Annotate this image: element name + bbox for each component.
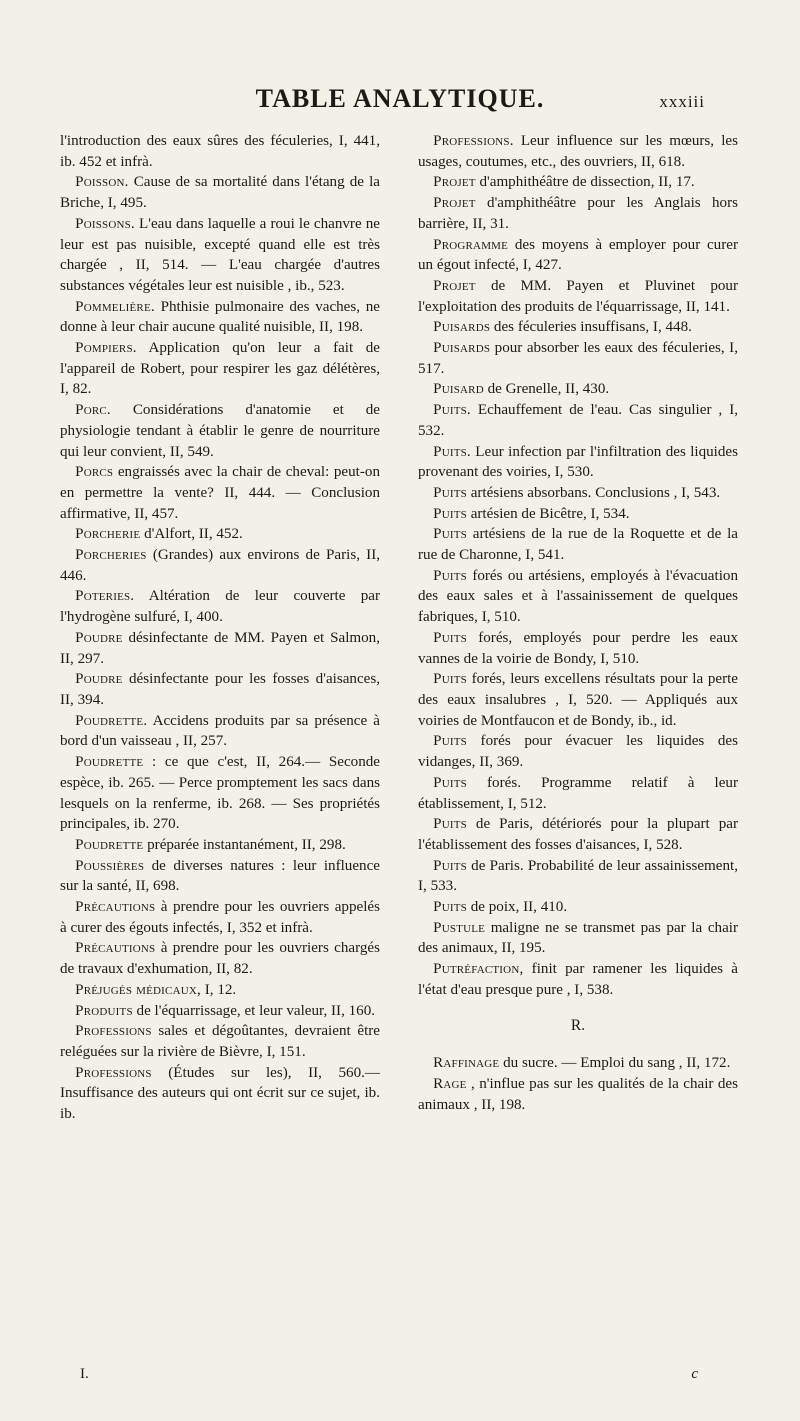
index-entry (418, 524, 738, 565)
entry-headword: Rage (433, 1075, 467, 1092)
index-entry (418, 442, 738, 483)
entry-text: de diverses natures : leur influence sur la santé, II, 698. (60, 857, 380, 895)
index-entry (418, 172, 738, 193)
index-entry (60, 897, 380, 938)
index-entry (418, 317, 738, 338)
right-column-r-entries (418, 1053, 738, 1115)
entry-text: Accidens produits par sa présence à bord d'un vaisseau , II, 257. (60, 712, 380, 750)
entry-text: forés, employés pour perdre les eaux vannes de la voirie de Bondy, I, 510. (418, 629, 738, 667)
entry-headword: Pustule (433, 919, 486, 936)
entry-headword: Raffinage (433, 1055, 500, 1072)
entry-headword: Professions (75, 1064, 152, 1081)
entry-text: forés pour évacuer les liquides des vidanges, II, 369. (418, 733, 738, 771)
index-entry (60, 1001, 380, 1022)
entry-text: forés. Programme relatif à leur établissement, I, 512. (418, 774, 738, 812)
entry-text: d'amphithéâtre de dissection, II, 17. (475, 174, 695, 191)
entry-text: d'amphithéâtre pour les Anglais hors barrière, II, 31. (418, 195, 738, 232)
page-number: xxxiii (659, 92, 705, 111)
entry-headword: Porcs (75, 464, 114, 481)
page-title: TABLE ANALYTIQUE. (255, 84, 545, 113)
entry-headword: Puits (433, 505, 467, 522)
index-entry (60, 980, 380, 1001)
entry-text: (Études sur les), II, 560.— Insuffisance des auteurs qui ont écrit sur ce sujet, ib. ib. (60, 1064, 380, 1123)
entry-headword: Puits (433, 671, 467, 688)
index-entry (418, 773, 738, 814)
entry-text: engraissés avec la chair de cheval: peut-on en permettre la vente? II, 444. — Conclusion affirmative, II, 457. (60, 464, 380, 522)
entry-headword: Poteries. (75, 588, 135, 605)
index-entry (60, 586, 380, 627)
entry-text: de Paris, détériorés pour la plupart par l'établissement des fosses d'aisances, I, 528. (418, 816, 738, 853)
entry-text: , n'influe pas sur les qualités de la chair des animaux , II, 198. (418, 1075, 738, 1113)
index-entry (418, 731, 738, 772)
entry-text: I, 12. (200, 981, 237, 998)
entry-text: désinfectante pour les fosses d'aisances, II, 394. (60, 671, 380, 708)
index-entry (418, 131, 738, 172)
entry-text: Echauffement de l'eau. Cas singulier , I, 532. (418, 402, 738, 439)
index-entry (418, 566, 738, 628)
entry-text: artésien de Bicêtre, I, 534. (466, 505, 630, 522)
entry-text: L'eau dans laquelle a roui le chanvre ne leur est pas nuisible, excepté quand elle est très chargée , II, 514. — L'eau chargée d'autres substances végétales leur est nuisible , ib., 523. (60, 215, 380, 294)
entry-headword: Puits (433, 899, 467, 916)
entry-headword: Puits (433, 629, 467, 646)
index-entry (60, 856, 380, 897)
entry-headword: Projet (433, 174, 476, 191)
entry-headword: Projet (433, 277, 476, 294)
index-entry (60, 462, 380, 524)
running-head (100, 84, 705, 118)
entry-text: finit par ramener les liquides à l'état d'eau presque pure , I, 538. (418, 961, 738, 998)
entry-text: des moyens à employer pour curer un égout infecté, I, 427. (418, 236, 738, 274)
index-entry (60, 1021, 380, 1062)
entry-headword: Puisard (433, 381, 484, 398)
index-entry (418, 856, 738, 897)
entry-headword: Préjugés médicaux, (75, 981, 201, 998)
entry-text: (Grandes) aux environs de Paris, II, 446. (60, 547, 380, 584)
entry-text: : ce que c'est, II, 264.— Seconde espèce, ib. 265. — Perce promptement les sacs dans lesquels on la renferme, ib. 268. — Ses propriétés principales, ib. 270. (60, 754, 380, 833)
entry-text: Altération de leur couverte par l'hydrogène sulfuré, I, 400. (60, 588, 380, 626)
entry-headword: Puisards (433, 319, 491, 336)
index-entry (418, 669, 738, 731)
index-entry (60, 131, 380, 172)
entry-headword: Porcheries (75, 547, 147, 564)
entry-text: Leur infection par l'infiltration des liquides provenant des voiries, I, 530. (418, 443, 738, 481)
entry-headword: Porc. (75, 402, 111, 419)
entry-text: Considérations d'anatomie et de physiologie tendant à établir le genre de nourriture qui leur convient, II, 549. (60, 402, 380, 460)
entry-headword: Puits (433, 484, 467, 501)
entry-headword: Puits (433, 816, 467, 833)
index-entry (418, 235, 738, 276)
entry-headword: Précautions (75, 899, 156, 916)
entry-headword: Puisards (433, 340, 491, 357)
entry-text: forés ou artésiens, employés à l'évacuation des eaux sales et à l'assainissement de quelques fabriques, I, 510. (418, 567, 738, 626)
index-entry (418, 193, 738, 234)
index-entry (418, 504, 738, 525)
index-entry (60, 711, 380, 752)
entry-text: de l'équarrissage, et leur valeur, II, 160. (132, 1002, 376, 1019)
signature-mark-right: c (691, 1366, 698, 1382)
entry-headword: Professions (75, 1023, 152, 1040)
right-column (418, 131, 738, 1115)
index-entry (418, 628, 738, 669)
entry-text: à prendre pour les ouvriers chargés de travaux d'exhumation, II, 82. (60, 940, 380, 978)
entry-headword: Poudrette (75, 754, 144, 771)
index-entry (418, 379, 738, 400)
entry-text: d'Alfort, II, 452. (140, 526, 243, 543)
entry-headword: Puits (433, 567, 467, 584)
entry-headword: Poisson. (75, 174, 129, 191)
index-entry (60, 752, 380, 835)
index-entry (418, 897, 738, 918)
entry-headword: Programme (433, 236, 509, 253)
index-entry (418, 959, 738, 1000)
index-entry (418, 1074, 738, 1115)
entry-headword: Putréfaction, (433, 961, 524, 978)
entry-headword: Pommelière. (75, 298, 155, 315)
entry-headword: Projet (433, 195, 476, 212)
entry-text: l'introduction des eaux sûres des féculeries, I, 441, ib. 452 et infrà. (60, 133, 380, 170)
signature-mark-left: I. (80, 1366, 89, 1382)
index-entry (418, 400, 738, 441)
index-entry (418, 276, 738, 317)
index-entry (60, 172, 380, 213)
left-column (60, 131, 380, 1125)
entry-text: pour absorber les eaux des féculeries, I, 517. (418, 340, 738, 377)
entry-headword: Professions. (433, 133, 514, 149)
index-entry (60, 297, 380, 338)
entry-headword: Puits (433, 526, 467, 543)
entry-text: préparée instantanément, II, 298. (143, 836, 346, 853)
entry-text: maligne ne se transmet pas par la chair des animaux, II, 195. (418, 919, 738, 957)
section-letter: R. (570, 1016, 586, 1034)
index-entry (60, 545, 380, 586)
entry-text: de Grenelle, II, 430. (483, 381, 610, 398)
entry-headword: Puits. (433, 402, 471, 419)
entry-headword: Poussières (75, 857, 145, 874)
entry-text: de Paris. Probabilité de leur assainissement, I, 533. (418, 857, 738, 895)
entry-text: forés, leurs excellens résultats pour la perte des eaux insalubres , I, 520. — Appliqués aux voiries de Montfaucon et de Bondy, ib., id. (418, 671, 738, 729)
entry-headword: Pompiers. (75, 340, 137, 357)
entry-text: à prendre pour les ouvriers appelés à curer des égouts infectés, I, 352 et infrà. (60, 899, 380, 936)
entry-text: Application qu'on leur a fait de l'appareil de Robert, pour respirer les gaz délétères, I, 82. (60, 340, 380, 398)
index-entry (418, 918, 738, 959)
entry-text: artésiens absorbans. Conclusions , I, 543. (466, 484, 721, 501)
index-entry (418, 338, 738, 379)
index-entry (60, 835, 380, 856)
index-entry (60, 628, 380, 669)
entry-text: de poix, II, 410. (466, 899, 568, 916)
entry-headword: Puits (433, 857, 467, 874)
entry-text: sales et dégoûtantes, devraient être reléguées sur la rivière de Bièvre, I, 151. (60, 1023, 380, 1060)
entry-headword: Produits (75, 1002, 133, 1019)
index-entry (418, 1053, 738, 1074)
entry-text: désinfectante de MM. Payen et Salmon, II, 297. (60, 629, 380, 667)
index-entry (60, 669, 380, 710)
index-entry (60, 338, 380, 400)
index-entry (60, 938, 380, 979)
index-entry (60, 1063, 380, 1125)
entry-text: de MM. Payen et Pluvinet pour l'exploitation des produits de l'équarrissage, II, 141. (418, 277, 738, 315)
entry-headword: Porcherie (75, 526, 141, 543)
index-entry (60, 214, 380, 297)
index-entry (418, 483, 738, 504)
entry-text: du sucre. — Emploi du sang , II, 172. (499, 1055, 731, 1072)
entry-headword: Puits (433, 774, 467, 791)
entry-headword: Poudre (75, 629, 123, 646)
entry-headword: Poudrette. (75, 712, 148, 729)
entry-text: Phthisie pulmonaire des vaches, ne donne à leur chair aucune qualité nuisible, II, 198. (60, 298, 380, 336)
entry-headword: Poudre (75, 671, 123, 688)
entry-text: artésiens de la rue de la Roquette et de la rue de Charonne, I, 541. (418, 526, 738, 564)
index-entry (60, 524, 380, 545)
entry-headword: Poudrette (75, 836, 144, 853)
index-entry (418, 814, 738, 855)
entry-headword: Puits (433, 733, 467, 750)
right-column-p-entries (418, 131, 738, 1001)
entry-text: des féculeries insuffisans, I, 448. (490, 319, 692, 336)
entry-headword: Puits. (433, 443, 471, 460)
entry-text: Leur influence sur les mœurs, les usages, coutumes, etc., des ouvriers, II, 618. (418, 133, 738, 170)
entry-headword: Précautions (75, 940, 156, 957)
entry-headword: Poissons. (75, 215, 135, 232)
entry-text: Cause de sa mortalité dans l'étang de la Briche, I, 495. (60, 174, 380, 212)
index-entry (60, 400, 380, 462)
